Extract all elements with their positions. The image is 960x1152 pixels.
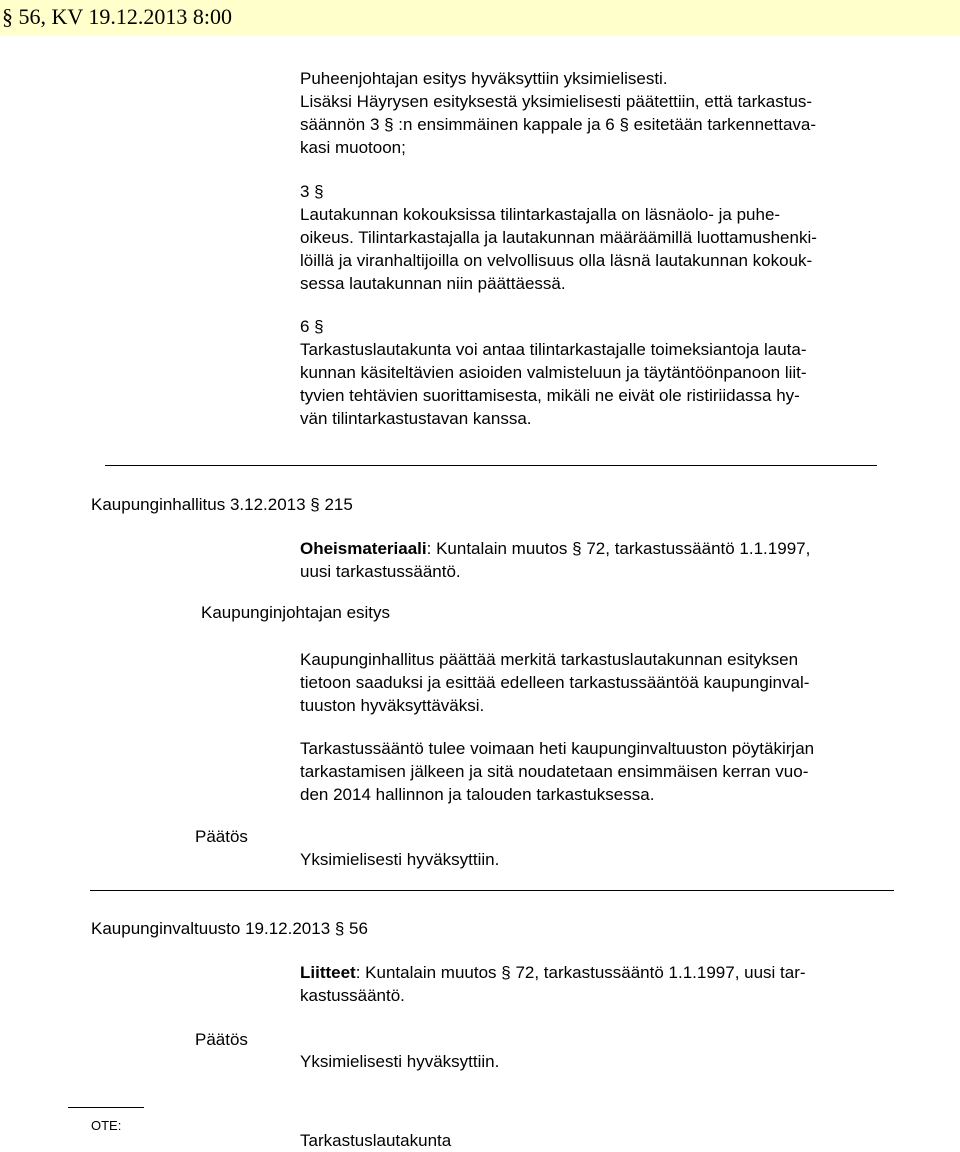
ote-label: OTE:: [91, 1118, 122, 1133]
amendment-line: Lisäksi Häyrysen esityksestä yksimielisesti päätettiin, että tarkastus-: [300, 92, 813, 111]
section-3-line: oikeus. Tilintarkastajalla ja lautakunnan määräämillä luottamushenki-: [300, 228, 817, 247]
section-3-line: löillä ja viranhaltijoilla on velvollisuus olla läsnä lautakunnan kokouk-: [300, 251, 813, 270]
ote-divider: [68, 1107, 144, 1108]
kv-decision-label: Päätös: [195, 1030, 248, 1049]
kh-attachments: [300, 537, 810, 560]
kh-proposal-label: Kaupunginjohtajan esitys: [201, 603, 391, 622]
document-header-title: § 56, KV 19.12.2013 8:00: [2, 4, 232, 29]
kh-attachments-label: Oheismateriaali: [300, 539, 427, 558]
section-6-line: Tarkastuslautakunta voi antaa tilintarkastajalle toimeksiantoja lauta-: [300, 340, 807, 359]
amendment-line: kasi muotoon;: [300, 138, 406, 157]
kh-heading: Kaupunginhallitus 3.12.2013 § 215: [91, 495, 353, 514]
section-3-line: Lautakunnan kokouksissa tilintarkastajalla on läsnäolo- ja puhe-: [300, 205, 781, 224]
kv-attachments-text: : Kuntalain muutos § 72, tarkastussääntö 1.1.1997, uusi tar-: [355, 963, 806, 982]
kh-proposal-line: tietoon saaduksi ja esittää edelleen tarkastussääntöä kaupunginval-: [300, 673, 810, 692]
decision-line: Puheenjohtajan esitys hyväksyttiin yksimielisesti.: [300, 69, 668, 88]
kv-decision-text: Yksimielisesti hyväksyttiin.: [300, 1052, 500, 1071]
section-6-heading: 6 §: [300, 317, 324, 336]
kh-attachments-text: : Kuntalain muutos § 72, tarkastussääntö 1.1.1997,: [426, 539, 811, 558]
kv-heading: Kaupunginvaltuusto 19.12.2013 § 56: [91, 919, 368, 938]
kv-attachments-label: Liitteet: [300, 963, 356, 982]
header-bar: [0, 0, 960, 36]
kv-attachments-line2: kastussääntö.: [300, 986, 405, 1005]
kh-proposal-line: tarkastamisen jälkeen ja sitä noudatetaan ensimmäisen kerran vuo-: [300, 762, 809, 781]
ote-recipient: Tarkastuslautakunta: [300, 1131, 452, 1150]
section-3-heading: 3 §: [300, 182, 324, 201]
kh-decision-text: Yksimielisesti hyväksyttiin.: [300, 850, 500, 869]
amendment-line: säännön 3 § :n ensimmäinen kappale ja 6 § esitetään tarkennettava-: [300, 115, 817, 134]
kh-proposal-line: Kaupunginhallitus päättää merkitä tarkastuslautakunnan esityksen: [300, 650, 799, 669]
kh-decision-label: Päätös: [195, 827, 248, 846]
section-3-line: sessa lautakunnan niin päättäessä.: [300, 274, 566, 293]
section-divider: [90, 890, 894, 891]
section-6-line: vän tilintarkastustavan kanssa.: [300, 409, 532, 428]
kh-proposal-line: tuuston hyväksyttäväksi.: [300, 696, 485, 715]
section-6-line: kunnan käsiteltävien asioiden valmisteluun ja täytäntöönpanoon liit-: [300, 363, 807, 382]
kv-attachments: [300, 961, 806, 984]
kh-proposal-line: Tarkastussääntö tulee voimaan heti kaupunginvaltuuston pöytäkirjan: [300, 739, 815, 758]
section-divider: [105, 465, 877, 466]
section-6-line: tyvien tehtävien suorittamisesta, mikäli ne eivät ole ristiriidassa hy-: [300, 386, 800, 405]
kh-attachments-line2: uusi tarkastussääntö.: [300, 562, 461, 581]
kh-proposal-line: den 2014 hallinnon ja talouden tarkastuksessa.: [300, 785, 655, 804]
